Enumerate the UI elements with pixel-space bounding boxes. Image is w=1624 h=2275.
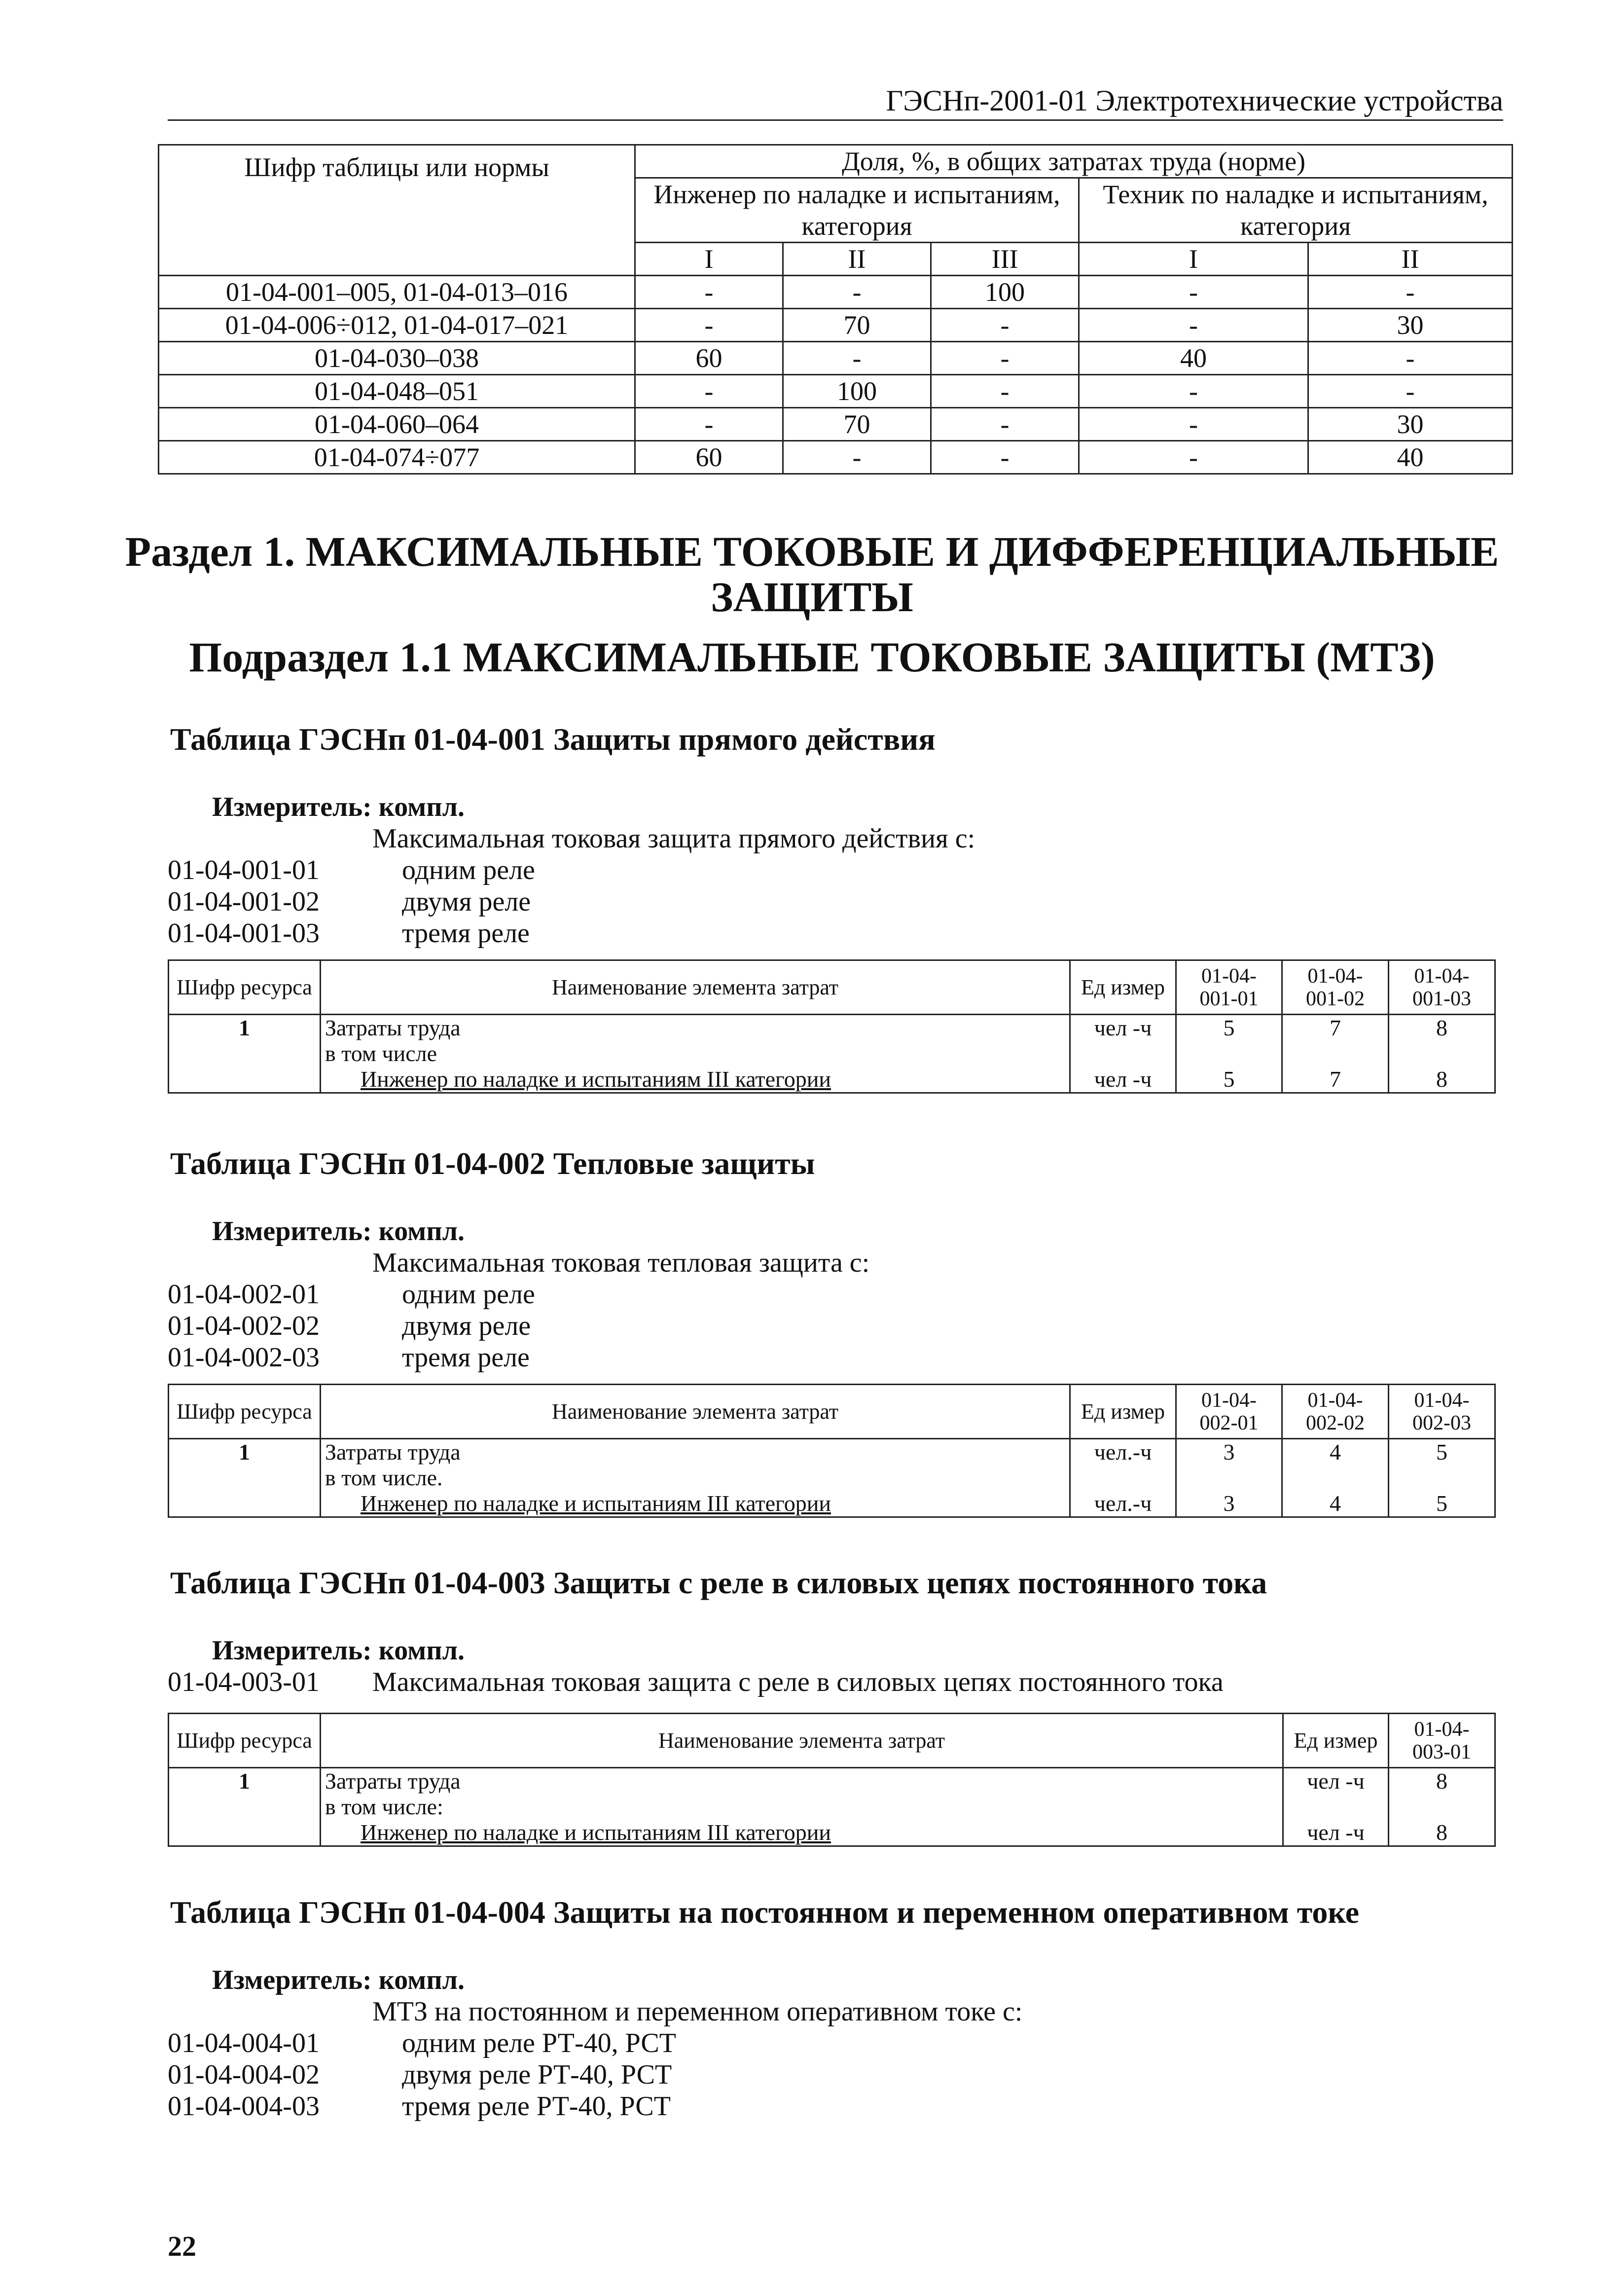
table-row	[169, 1465, 1495, 1491]
value-cell: 5	[1389, 1491, 1495, 1517]
norm-code-cell: 01-04-001–005, 01-04-013–016	[159, 276, 635, 309]
res-name-header: Наименование элемента затрат	[321, 1714, 1283, 1768]
norm-item: одним реле	[402, 855, 535, 885]
table-row	[159, 441, 1513, 474]
norm-code: 01-04-001-03	[168, 918, 320, 949]
page-number: 22	[168, 2230, 196, 2262]
measure-label: Измеритель: компл.	[212, 792, 465, 822]
value-cell: -	[1079, 276, 1308, 309]
value-cell: -	[1308, 276, 1513, 309]
category-cell: III	[931, 243, 1079, 276]
norm-intro: Максимальная токовая тепловая защита с:	[372, 1248, 870, 1278]
value-cell: 4	[1282, 1491, 1389, 1517]
norm-code: 01-04-004-02	[168, 2059, 320, 2090]
category-cell: II	[783, 243, 931, 276]
value-cell: 60	[635, 342, 783, 375]
value-cell: -	[635, 309, 783, 342]
norm-code: 01-04-004-03	[168, 2091, 320, 2122]
unit-cell: чел.-ч	[1070, 1491, 1176, 1517]
section-title: Раздел 1. МАКСИМАЛЬНЫЕ ТОКОВЫЕ И ДИФФЕРЕНЦИАЛЬНЫЕ	[125, 528, 1499, 575]
table-title: Таблица ГЭСНп 01-04-003 Защиты с реле в силовых цепях постоянного тока	[170, 1565, 1267, 1600]
norm-item: одним реле РТ-40, РСТ	[402, 2028, 676, 2058]
res-name-header: Наименование элемента затрат	[321, 1385, 1070, 1439]
table-row	[159, 342, 1513, 375]
value-cell: -	[1079, 309, 1308, 342]
norm-code: 01-04-001-01	[168, 855, 320, 885]
subsection-title: Подраздел 1.1 МАКСИМАЛЬНЫЕ ТОКОВЫЕ ЗАЩИТЫ (МТЗ)	[189, 633, 1435, 681]
value-cell: 40	[1308, 441, 1513, 474]
share-group-header: Доля, %, в общих затратах труда (норме)	[635, 145, 1513, 178]
value-cell: 30	[1308, 309, 1513, 342]
value-cell: 3	[1176, 1491, 1282, 1517]
res-code-cell: 1	[169, 1768, 321, 1795]
incl-label: в том числе:	[321, 1794, 1283, 1820]
norm-col-header: 01-04- 003-01	[1389, 1714, 1495, 1768]
labor-label: Затраты труда	[321, 1439, 1070, 1466]
norm-col-header: 01-04- 002-01	[1176, 1385, 1282, 1439]
norm-item: тремя реле РТ-40, РСТ	[402, 2091, 671, 2122]
category-cell: I	[635, 243, 783, 276]
unit-cell: чел -ч	[1283, 1768, 1389, 1795]
value-cell: 100	[783, 375, 931, 408]
value-cell: 8	[1389, 1015, 1495, 1041]
value-cell: 4	[1282, 1439, 1389, 1466]
value-cell: -	[1079, 375, 1308, 408]
res-unit-header: Ед измер	[1070, 960, 1176, 1015]
value-cell: 5	[1389, 1439, 1495, 1466]
value-cell: -	[931, 342, 1079, 375]
labor-label: Затраты труда	[321, 1015, 1070, 1041]
engineer-label: Инженер по наладке и испытаниям III категории	[361, 1820, 831, 1845]
value-cell: -	[931, 408, 1079, 441]
value-cell: 8	[1389, 1066, 1495, 1093]
norm-code-cell: 01-04-048–051	[159, 375, 635, 408]
header-rule	[168, 119, 1503, 121]
measure-label: Измеритель: компл.	[212, 1635, 465, 1666]
value-cell: -	[1308, 342, 1513, 375]
value-cell: 8	[1389, 1768, 1495, 1795]
value-cell: -	[783, 276, 931, 309]
value-cell: -	[635, 276, 783, 309]
value-cell: -	[1079, 408, 1308, 441]
table-row	[159, 408, 1513, 441]
unit-cell: чел -ч	[1283, 1820, 1389, 1846]
table-row	[169, 1768, 1495, 1795]
norm-col-header: 01-04- 001-02	[1282, 960, 1389, 1015]
table-title: Таблица ГЭСНп 01-04-001 Защиты прямого действия	[170, 722, 936, 757]
norm-item: двумя реле РТ-40, РСТ	[402, 2059, 672, 2090]
res-name-header: Наименование элемента затрат	[321, 960, 1070, 1015]
engineer-label: Инженер по наладке и испытаниям III категории	[361, 1066, 831, 1092]
norm-code: 01-04-002-01	[168, 1279, 320, 1310]
value-cell: 30	[1308, 408, 1513, 441]
norm-code: 01-04-003-01	[168, 1667, 320, 1697]
unit-cell: чел -ч	[1070, 1066, 1176, 1093]
table-row	[159, 375, 1513, 408]
norm-item: тремя реле	[402, 918, 530, 949]
norm-item: тремя реле	[402, 1342, 530, 1373]
value-cell: -	[635, 408, 783, 441]
labor-share-table	[158, 144, 1513, 475]
norm-code: 01-04-001-02	[168, 886, 320, 917]
value-cell: -	[931, 441, 1079, 474]
share-code-header: Шифр таблицы или нормы	[159, 145, 635, 276]
table-row	[169, 1491, 1495, 1517]
value-cell: 100	[931, 276, 1079, 309]
table-row	[169, 1015, 1495, 1041]
value-cell: 70	[783, 408, 931, 441]
resource-table	[168, 959, 1496, 1094]
norm-intro: Максимальная токовая защита прямого действия с:	[372, 823, 975, 854]
technician-header: Техник по наладке и испытаниям, категория	[1079, 178, 1513, 243]
norm-item: двумя реле	[402, 1311, 531, 1341]
engineer-header: Инженер по наладке и испытаниям, категория	[635, 178, 1079, 243]
norm-col-header: 01-04- 001-01	[1176, 960, 1282, 1015]
value-cell: 70	[783, 309, 931, 342]
table-row	[159, 276, 1513, 309]
value-cell: -	[1308, 375, 1513, 408]
value-cell: -	[1079, 441, 1308, 474]
engineer-label: Инженер по наладке и испытаниям III категории	[361, 1491, 831, 1516]
category-cell: I	[1079, 243, 1308, 276]
norm-item: Максимальная токовая защита с реле в силовых цепях постоянного тока	[372, 1667, 1224, 1697]
res-code-header: Шифр ресурса	[169, 1714, 321, 1768]
table-row	[169, 1439, 1495, 1466]
norm-code-cell: 01-04-030–038	[159, 342, 635, 375]
norm-item: двумя реле	[402, 886, 531, 917]
table-row	[169, 1041, 1495, 1066]
table-row	[169, 1066, 1495, 1093]
res-code-cell: 1	[169, 1015, 321, 1041]
res-unit-header: Ед измер	[1070, 1385, 1176, 1439]
value-cell: -	[931, 309, 1079, 342]
value-cell: 7	[1282, 1015, 1389, 1041]
value-cell: -	[783, 441, 931, 474]
norm-code: 01-04-004-01	[168, 2028, 320, 2058]
value-cell: 60	[635, 441, 783, 474]
res-code-cell: 1	[169, 1439, 321, 1466]
category-cell: II	[1308, 243, 1513, 276]
running-header: ГЭСНп-2001-01 Электротехнические устройства	[886, 84, 1503, 117]
incl-label: в том числе.	[321, 1465, 1070, 1491]
res-code-header: Шифр ресурса	[169, 960, 321, 1015]
norm-code: 01-04-002-02	[168, 1311, 320, 1341]
norm-col-header: 01-04- 002-03	[1389, 1385, 1495, 1439]
section-title-cont: ЗАЩИТЫ	[711, 573, 913, 621]
unit-cell: чел.-ч	[1070, 1439, 1176, 1466]
norm-code-cell: 01-04-060–064	[159, 408, 635, 441]
norm-code-cell: 01-04-006÷012, 01-04-017–021	[159, 309, 635, 342]
value-cell: 5	[1176, 1066, 1282, 1093]
res-unit-header: Ед измер	[1283, 1714, 1389, 1768]
value-cell: -	[931, 375, 1079, 408]
value-cell: 7	[1282, 1066, 1389, 1093]
norm-code-cell: 01-04-074÷077	[159, 441, 635, 474]
labor-label: Затраты труда	[321, 1768, 1283, 1795]
res-code-header: Шифр ресурса	[169, 1385, 321, 1439]
resource-table	[168, 1713, 1496, 1847]
incl-label: в том числе	[321, 1041, 1070, 1066]
unit-cell: чел -ч	[1070, 1015, 1176, 1041]
measure-label: Измеритель: компл.	[212, 1965, 465, 1995]
resource-table	[168, 1384, 1496, 1518]
norm-col-header: 01-04- 001-03	[1389, 960, 1495, 1015]
table-title: Таблица ГЭСНп 01-04-004 Защиты на постоянном и переменном оперативном токе	[170, 1895, 1360, 1930]
table-row	[159, 309, 1513, 342]
value-cell: -	[783, 342, 931, 375]
value-cell: 3	[1176, 1439, 1282, 1466]
norm-item: одним реле	[402, 1279, 535, 1310]
value-cell: 5	[1176, 1015, 1282, 1041]
table-title: Таблица ГЭСНп 01-04-002 Тепловые защиты	[170, 1146, 815, 1181]
table-row	[169, 1820, 1495, 1846]
value-cell: 40	[1079, 342, 1308, 375]
measure-label: Измеритель: компл.	[212, 1216, 465, 1247]
norm-intro: МТЗ на постоянном и переменном оперативном токе с:	[372, 1996, 1023, 2027]
value-cell: 8	[1389, 1820, 1495, 1846]
value-cell: -	[635, 375, 783, 408]
table-row	[169, 1794, 1495, 1820]
norm-code: 01-04-002-03	[168, 1342, 320, 1373]
norm-col-header: 01-04- 002-02	[1282, 1385, 1389, 1439]
